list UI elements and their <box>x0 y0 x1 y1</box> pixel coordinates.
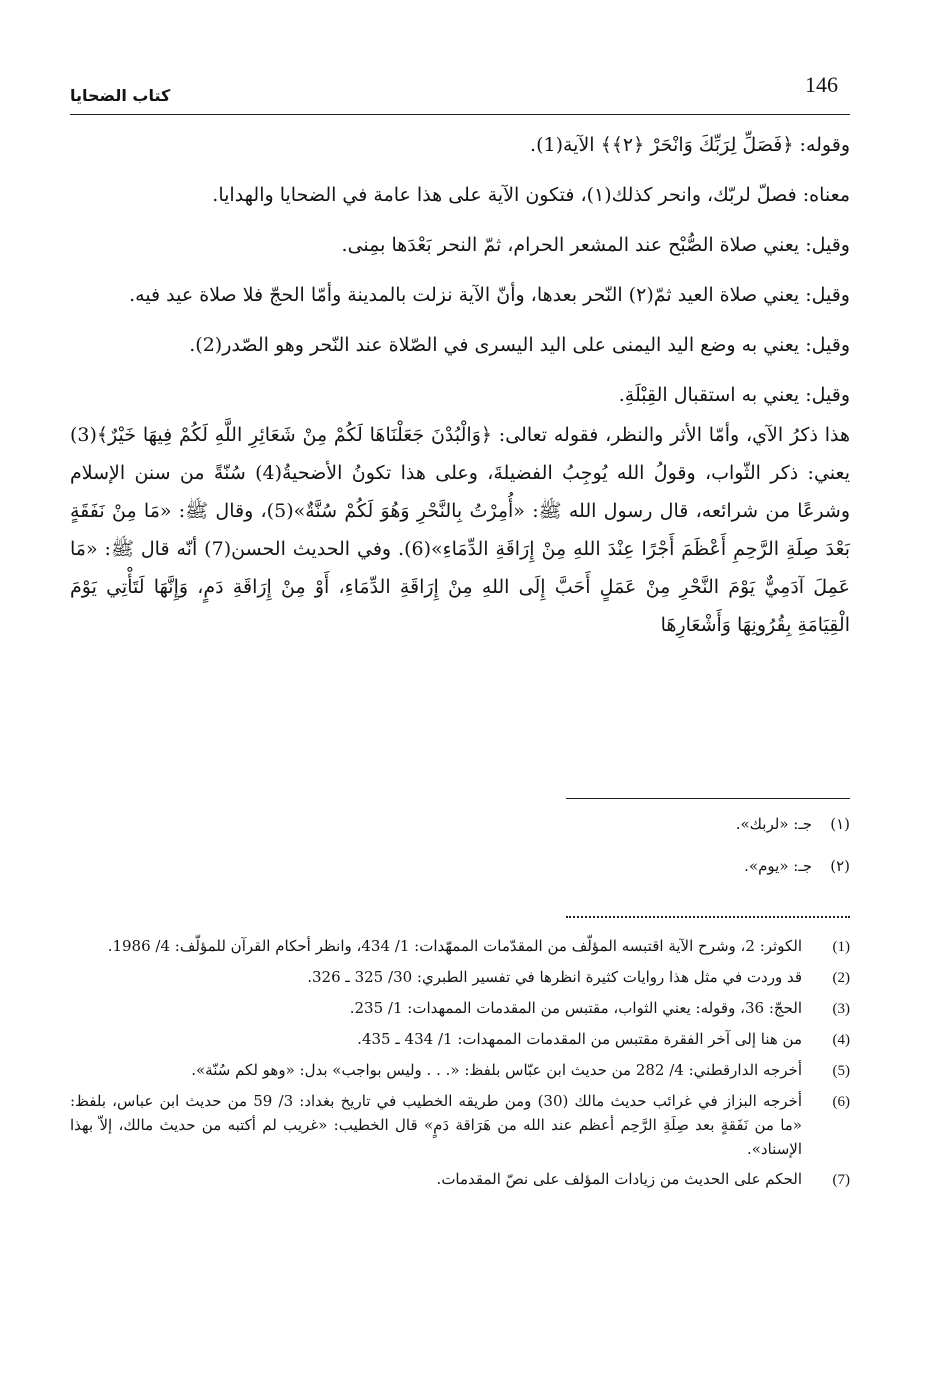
footnote <box>70 934 850 959</box>
note-text: قد وردت في مثل هذا روايات كثيرة انظرها في تفسير الطبري: 30/ 325 ـ 326. <box>307 968 802 986</box>
note-number: (1) <box>832 939 850 955</box>
note-number: (4) <box>832 1032 850 1048</box>
paragraph: هذا ذكرُ الآي، وأمّا الأثر والنظر، فقوله تعالى: ﴿وَالْبُدْنَ جَعَلْنَاهَا لَكُمْ مِنْ شَعَائِرِ اللَّهِ لَكُمْ فِيهَا خَيْرٌ﴾(3) يعني: ذكر الثّواب، وقولُ الله يُوجِبُ الفضيلةَ، وعلى هذا تكونُ الأضحيةُ(4) سُنّةً من سنن الإسلام وشرعًا من شرائعه، قال رسول الله ﷺ: «أُمِرْتُ بِالنَّحْرِ وَهُوَ لَكُمْ سُنَّةٌ»(5)، وقال ﷺ: «مَا مِنْ نَفَقَةٍ بَعْدَ صِلَةِ الرَّحِمِ أَعْظَمَ أَجْرًا عِنْدَ اللهِ مِنْ إِرَاقَةِ الدِّمَاءِ»(6). وفي الحديث الحسن(7) أنّه قال ﷺ: «مَا عَمِلَ آدَمِيٌّ يَوْمَ النَّحْرِ مِنْ عَمَلٍ أَحَبَّ إِلَى اللهِ مِنْ إِرَاقَةِ الدِّمَاءِ، أَوْ مِنْ إِرَاقَةِ دَمٍ، وَإِنَّهَا لَتَأْتِي يَوْمَ الْقِيَامَةِ بِقُرُونِهَا وَأَشْعَارِهَا <box>70 424 850 636</box>
note-text: الحجّ: 36، وقوله: يعني الثواب، مقتبس من المقدمات الممهدات: 1/ 235. <box>349 999 802 1017</box>
paragraph: وقيل: يعني به استقبال القِبْلَةِ. <box>618 384 850 406</box>
footnote <box>70 1089 850 1161</box>
note-number: (٢) <box>830 857 850 875</box>
note-text: جـ: «يوم». <box>744 857 812 875</box>
note-number: (5) <box>832 1063 850 1079</box>
paragraph: وقوله: ﴿فَصَلِّ لِرَبِّكَ وَانْحَرْ ﴿٢﴾﴾ الآية(1). <box>530 134 850 156</box>
footnote <box>70 1167 850 1192</box>
footnote <box>70 996 850 1021</box>
note-number: (3) <box>832 1001 850 1017</box>
footnote-rule <box>566 798 850 799</box>
variant-notes <box>70 812 850 896</box>
note-text: الكوثر: 2، وشرح الآية اقتبسه المؤلّف من المقدّمات الممهّدات: 1/ 434، وانظر أحكام القرآن للمؤلّف: 4/ 1986. <box>107 937 802 955</box>
footnotes <box>70 934 850 1198</box>
note-number: (١) <box>830 815 850 833</box>
book-page <box>70 70 850 1300</box>
note-text: من هنا إلى آخر الفقرة مقتبس من المقدمات الممهدات: 1/ 434 ـ 435. <box>357 1030 802 1048</box>
footnote <box>70 965 850 990</box>
main-text <box>70 126 850 646</box>
note-text: الحكم على الحديث من زيادات المؤلف على نصّ المقدمات. <box>436 1170 802 1188</box>
variant-note <box>70 854 850 878</box>
variant-note <box>70 812 850 836</box>
footnote <box>70 1058 850 1083</box>
running-title: كتاب الضحايا <box>70 86 171 105</box>
note-number: (2) <box>832 970 850 986</box>
paragraph: وقيل: يعني به وضع اليد اليمنى على اليد اليسرى في الصّلاة عند النّحر وهو الصّدر(2). <box>189 334 850 356</box>
dotted-rule <box>566 916 850 918</box>
footnote <box>70 1027 850 1052</box>
note-number: (7) <box>832 1172 850 1188</box>
note-number: (6) <box>832 1094 850 1110</box>
page-number: 146 <box>805 72 838 97</box>
note-text: جـ: «لربك». <box>735 815 812 833</box>
note-text: أخرجه الدارقطني: 4/ 282 من حديث ابن عبّاس بلفظ: «. . . وليس بواجب» بدل: «وهو لكم سُنّة». <box>191 1061 802 1079</box>
paragraph: معناه: فصلّ لربّك، وانحر كذلك(١)، فتكون الآية على هذا عامة في الضحايا والهدايا. <box>212 184 850 206</box>
note-text: أخرجه البزاز في غرائب حديث مالك (30) ومن طريقه الخطيب في تاريخ بغداد: 3/ 59 من حديث ابن عباس، بلفظ: «ما من نَفَقةٍ بعد صِلَةِ الرَّحِم أعظم عند الله من هَرَاقة دَمٍ» قال الخطيب: «غريب لم أكتبه من حديث مالك، إلاّ بهذا الإسناد». <box>70 1092 802 1158</box>
header-rule <box>70 114 850 115</box>
paragraph: وقيل: يعني صلاة العيد ثمّ(٢) النّحر بعدها، وأنّ الآية نزلت بالمدينة وأمّا الحجّ فلا صلاة عيد فيه. <box>129 284 850 306</box>
paragraph: وقيل: يعني صلاة الصُّبْح عند المشعر الحرام، ثمّ النحر بَعْدَها بمِنى. <box>341 234 850 256</box>
